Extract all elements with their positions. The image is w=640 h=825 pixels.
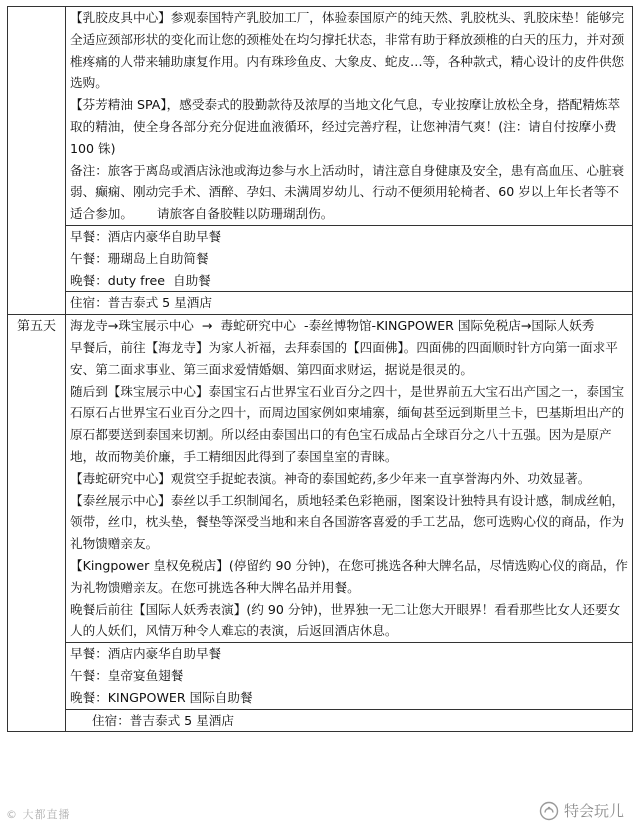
itinerary-table (7, 6, 633, 732)
day5-hotel-cell (66, 709, 633, 732)
day5-snake: 【毒蛇研究中心】观赏空手捉蛇表演。神奇的泰国蛇药,多少年来一直享誉海内外、功效显著。 (70, 470, 591, 486)
day5-silk: 【泰丝展示中心】泰丝以手工织制闻名，质地轻柔色彩艳丽，图案设计独特具有设计感，制成丝帕，领带，丝巾，枕头垫，餐垫等深受当地和来自各国游客喜爱的手工艺品，您可选购心仪的商品，作为礼物馈赠亲友。 (70, 492, 625, 552)
day5-label: 第五天 (8, 315, 66, 732)
day4-label (8, 7, 66, 315)
day5-meals-cell (66, 643, 633, 709)
day4-hotel-row (8, 292, 633, 315)
day4-meals-row (8, 225, 633, 291)
day4-activities-cell (66, 7, 633, 226)
day5-activities-row (8, 315, 633, 643)
day4-breakfast: 早餐：酒店内豪华自助早餐 (70, 228, 222, 244)
watermark-left: © 大都直播 (6, 808, 71, 821)
day4-lunch: 午餐：珊瑚岛上自助简餐 (70, 250, 209, 266)
day4-hotel-cell (66, 292, 633, 315)
day5-show: 晚餐后前往【国际人妖秀表演】(约 90 分钟)，世界独一无二让您大开眼界！看看那些比女人还要女人的人妖们，风情万种令人难忘的表演，后返回酒店休息。 (70, 601, 621, 639)
day4-activities-row (8, 7, 633, 226)
day5-activities-cell (66, 315, 633, 643)
day5-meals-row (8, 643, 633, 709)
wechat-official-account-icon (539, 801, 559, 821)
watermark-right (539, 800, 624, 821)
day5-breakfast: 早餐：酒店内豪华自助早餐 (70, 646, 222, 662)
day4-note: 备注：旅客于离岛或酒店泳池或海边参与水上活动时，请注意自身健康及安全，患有高血压、心脏衰弱、癫痫、刚动完手术、酒醉、孕妇、未满周岁幼儿、行动不便须用轮椅者、60 岁以上年长者等不适合参加。 请旅客自备胶鞋以防珊瑚刮伤。 (70, 162, 625, 222)
day4-meals-cell (66, 225, 633, 291)
day4-hotel: 住宿：普吉泰式 5 星酒店 (70, 295, 212, 311)
day4-dinner: 晚餐：duty free 自助餐 (70, 272, 211, 288)
day5-temple: 早餐后，前往【海龙寺】为家人祈福，去拜泰国的【四面佛】。四面佛的四面顺时针方向第一面求平安、第二面求事业、第三面求爱情婚姻、第四面求财运，据说是很灵的。 (70, 339, 618, 377)
day5-dinner: 晚餐：KINGPOWER 国际自助餐 (70, 689, 253, 705)
day5-route: 海龙寺→珠宝展示中心 → 毒蛇研究中心 -泰丝博物馆-KINGPOWER 国际免税店→国际人妖秀 (70, 318, 595, 334)
day4-activity-spa: 【芬芳精油 SPA】，感受泰式的股勤款待及浓厚的当地文化气息，专业按摩让放松全身，搭配精炼萃取的精油，使全身各部分充分促进血液循环，经过完善疗程，让您神清气爽！(注：请自付按摩小费 100 铢) (70, 97, 621, 156)
watermark-account-name: 特会玩儿 (563, 802, 624, 820)
day5-hotel: 住宿：普吉泰式 5 星酒店 (92, 712, 234, 728)
day4-activity-latex: 【乳胶皮具中心】参观泰国特产乳胶加工厂，体验泰国原产的纯天然、乳胶枕头、乳胶床垫！能够完全适应颈部形状的变化而让您的颈椎处在均匀撑托状态，非常有助于释放颈椎的白天的压力，并对颈椎疼痛的人带来辅助康复作用。内有珠珍鱼皮、大象皮、蛇皮…等，各种款式，精心设计的皮件供您选购。 (70, 10, 625, 91)
day5-jewelry: 随后到【珠宝展示中心】泰国宝石占世界宝石业百分之四十，是世界前五大宝石出产国之一，泰国宝石原石占世界宝石业百分之四十，而周边国家例如柬埔寨，缅甸甚至远到斯里兰卡，巴基斯坦出产的原石都要送到泰国来切割。所以经由泰国出口的有色宝石成品占全球百分之八十五强。因为是原产地，故而物美价廉，手工精细因此得到了泰国皇室的青睐。 (70, 383, 625, 464)
day5-kingpower: 【Kingpower 皇权免税店】(停留约 90 分钟)，在您可挑选各种大牌名品，尽情选购心仪的商品，作为礼物馈赠亲友。在您可挑选各种大牌名品并用餐。 (70, 557, 628, 595)
day5-lunch: 午餐：皇帝宴鱼翅餐 (70, 667, 184, 683)
day5-hotel-row (8, 709, 633, 732)
